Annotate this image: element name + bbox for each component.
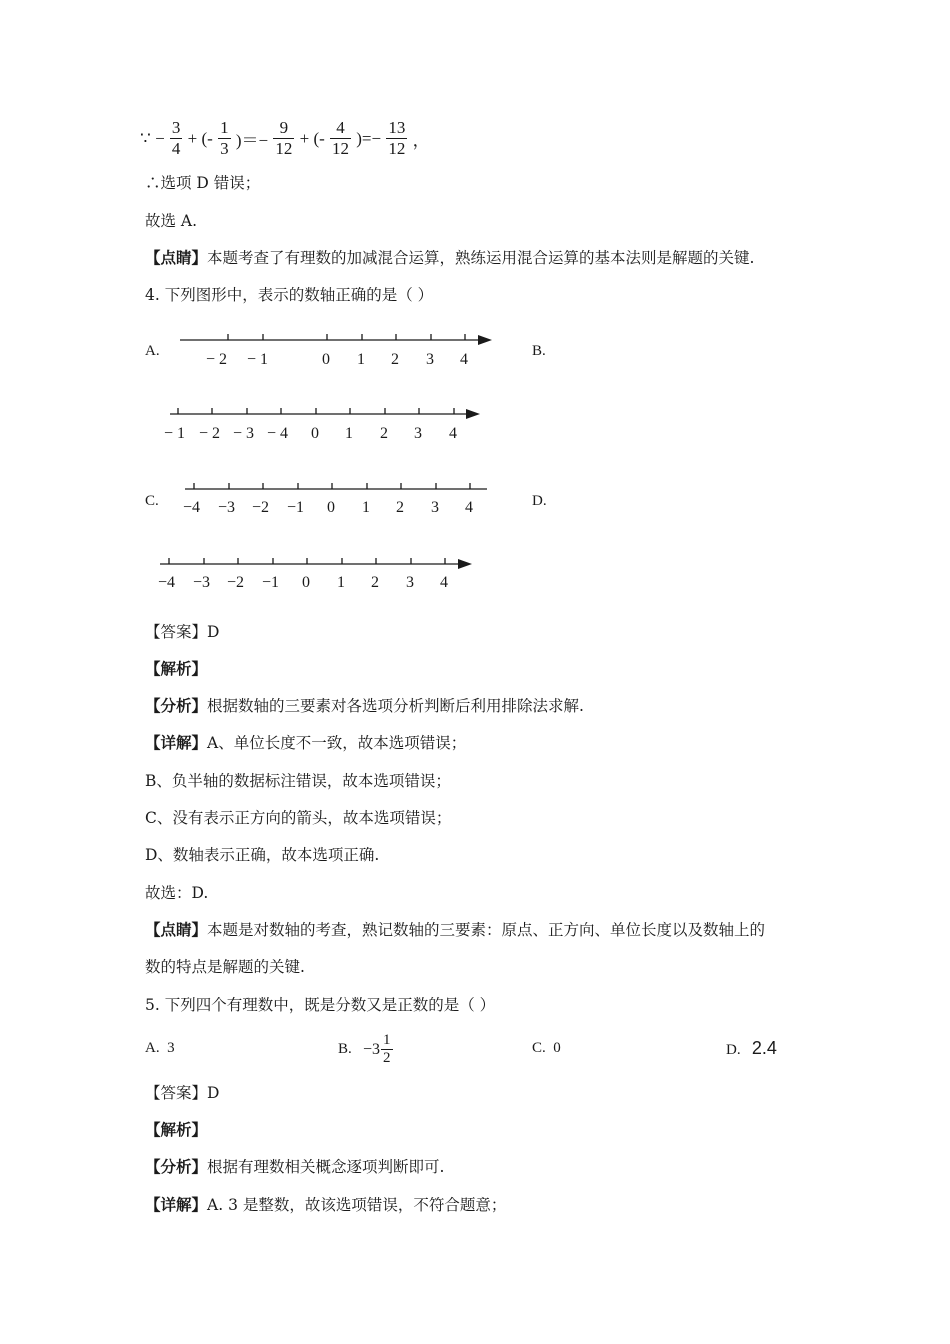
option-d-label: D.	[532, 493, 547, 509]
because-symbol: ∵	[140, 128, 151, 148]
text-line: 故选 A.	[145, 212, 198, 230]
text-line: D、数轴表示正确，故本选项正确.	[145, 846, 380, 864]
tick-label: 1	[337, 574, 345, 591]
tick-label: −4	[158, 574, 176, 591]
xiangjie-4: 【详解】A、单位长度不一致，故本选项错误；	[145, 733, 467, 752]
option-a-label: A.	[145, 343, 160, 359]
fraction-9-12: $\frac{9}{12}$	[275, 118, 293, 158]
text-line: 故选：D.	[145, 884, 209, 902]
question-4: 4. 下列图形中，表示的数轴正确的是（ ）	[145, 286, 434, 304]
tick-label: −2	[227, 574, 245, 591]
tick-label: 4	[440, 574, 448, 591]
number-line-a	[170, 328, 500, 373]
tick-label: − 3	[233, 425, 255, 442]
option-b-label: B.	[532, 343, 546, 359]
text-line: B、负半轴的数据标注错误，故本选项错误；	[145, 772, 451, 790]
jiexi-5: 【解析】	[145, 1120, 208, 1139]
tick-label: 4	[465, 499, 473, 516]
option-c-label: C.	[145, 493, 159, 509]
q5-option-d: D. 2.4	[726, 1038, 777, 1058]
tick-label: 0	[311, 425, 319, 442]
tick-label: −4	[183, 499, 201, 516]
tick-label: 2	[391, 351, 399, 368]
fraction-4-12: $\frac{4}{12}$	[332, 118, 350, 158]
tick-label: 2	[371, 574, 379, 591]
fraction-1-3: $\frac{1}{3}$	[220, 118, 229, 158]
tick-label: 1	[357, 351, 365, 368]
tick-label: 3	[406, 574, 414, 591]
tick-label: 3	[426, 351, 434, 368]
fraction-3-4: $\frac{3}{4}$	[171, 118, 181, 158]
q5-option-b: B. −3 $\frac{1}{2}$	[338, 1032, 391, 1066]
tick-label: −3	[193, 574, 211, 591]
text-line: ∴选项 D 错误；	[145, 174, 261, 192]
q5-option-c: C. 0	[532, 1040, 561, 1056]
text-line: 数的特点是解题的关键.	[145, 958, 305, 976]
tick-label: 2	[380, 425, 388, 442]
question-5: 5. 下列四个有理数中，既是分数又是正数的是（ ）	[145, 996, 496, 1014]
tick-label: − 1	[164, 425, 186, 442]
tick-label: −1	[287, 499, 305, 516]
fraction-13-12: $\frac{13}{12}$	[388, 118, 406, 158]
tick-label: 2	[396, 499, 404, 516]
number-line-c	[175, 477, 495, 522]
tick-label: 0	[322, 351, 330, 368]
tick-label: −2	[252, 499, 270, 516]
tick-label: −3	[218, 499, 236, 516]
fenxi-5: 【分析】根据有理数相关概念逐项判断即可.	[145, 1157, 445, 1176]
tick-label: − 1	[247, 351, 269, 368]
tick-label: − 2	[206, 351, 228, 368]
tick-label: 0	[327, 499, 335, 516]
answer-4: 【答案】D	[145, 623, 220, 641]
tick-label: 3	[414, 425, 422, 442]
dianjing-4: 【点睛】本题是对数轴的考查，熟记数轴的三要素：原点、正方向、单位长度以及数轴上的	[145, 920, 766, 939]
tick-label: 1	[362, 499, 370, 516]
tick-label: 0	[302, 574, 310, 591]
number-line-d	[150, 552, 480, 597]
tick-label: − 2	[199, 425, 221, 442]
text-line: C、没有表示正方向的箭头，故本选项错误；	[145, 809, 452, 827]
tick-label: −1	[262, 574, 280, 591]
fenxi-4: 【分析】根据数轴的三要素对各选项分析判断后利用排除法求解.	[145, 696, 584, 715]
dianjing-line: 【点睛】本题考查了有理数的加减混合运算，熟练运用混合运算的基本法则是解题的关键.	[145, 248, 755, 267]
tick-label: − 4	[267, 425, 289, 442]
number-line-b	[160, 402, 490, 447]
answer-5: 【答案】D	[145, 1084, 220, 1102]
tick-label: 3	[431, 499, 439, 516]
tick-label: 4	[460, 351, 468, 368]
jiexi-4: 【解析】	[145, 659, 208, 678]
tick-label: 1	[345, 425, 353, 442]
tick-label: 4	[449, 425, 457, 442]
math-equation: ∵ − $\frac{3}{4}$ + (- $\frac{1}{3}$ )＝− $\frac{9}{12}$ + (- $\frac{4}{12}$ )=− $\frac{13}{12}$ ，	[140, 118, 430, 158]
xiangjie-5: 【详解】A. 3 是整数，故该选项错误，不符合题意；	[145, 1195, 507, 1214]
q5-option-a: A. 3	[145, 1040, 175, 1056]
